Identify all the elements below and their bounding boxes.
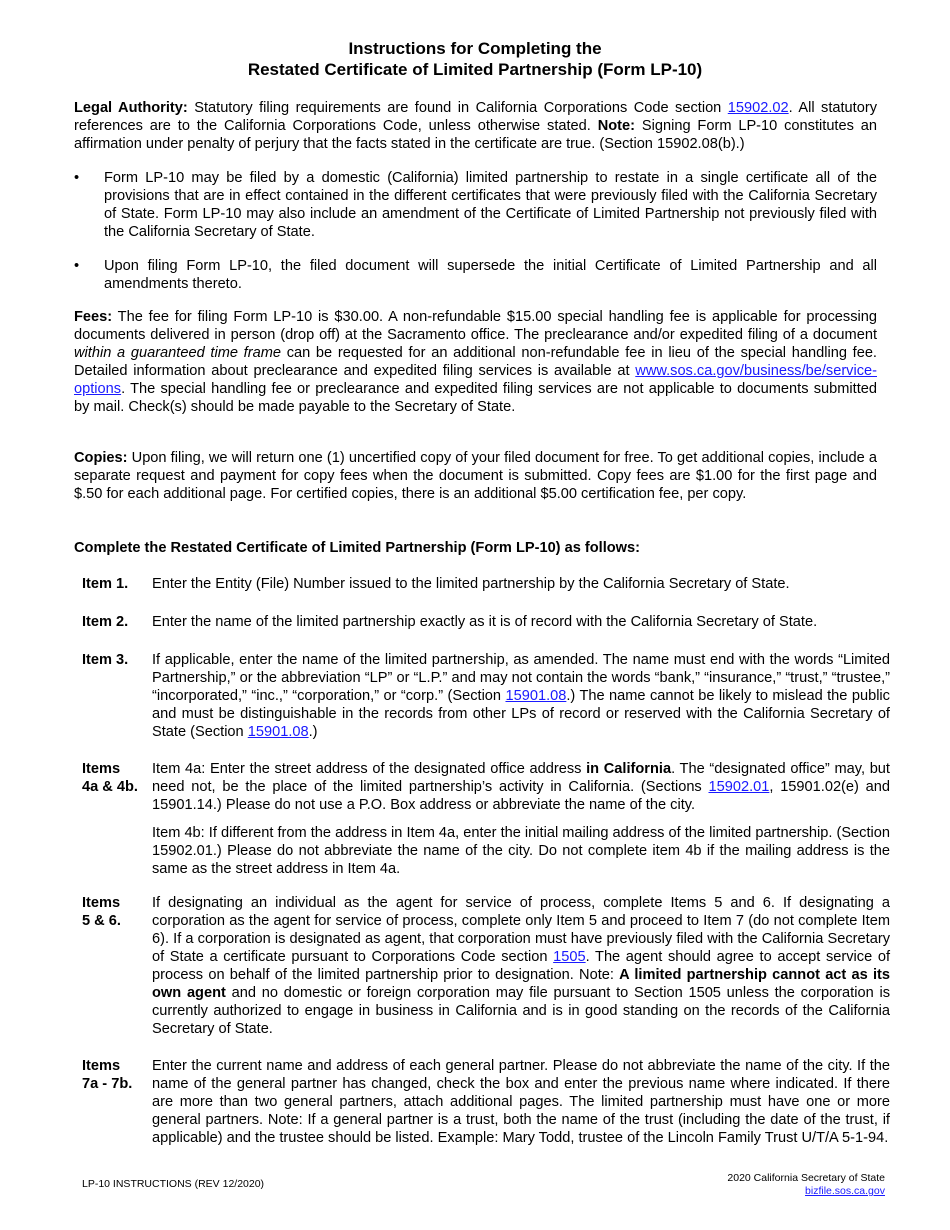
- note-label: Note:: [597, 118, 636, 134]
- copyright-line: 2020 California Secretary of State: [727, 1172, 885, 1184]
- fees-label: Fees:: [74, 309, 113, 325]
- bullet-item: Form LP-10 may be filed by a domestic (California) limited partnership to restate in a single certificate all of the provisions that are in effect contained in the different certificates that were previously filed with the California Secretary of State. Form LP-10 may also include an amendment of the Certificate of Limited Partnership not previously filed with the California Secretary of State.: [104, 170, 877, 240]
- items-5-label-line-2: 5 & 6.: [82, 913, 121, 929]
- item-1-text: Enter the Entity (File) Number issued to the limited partnership by the California Secretary of State.: [152, 576, 790, 592]
- legal-text-1: Statutory filing requirements are found in California Corporations Code section: [187, 100, 728, 116]
- items-7-label-line-2: 7a - 7b.: [82, 1076, 133, 1092]
- items-5-6-label: [82, 894, 152, 930]
- section-15902-02-link[interactable]: 15902.02: [727, 100, 789, 116]
- page-title: [0, 38, 950, 80]
- item-4a-text-3: , 15901.02(e) and 15901.14.) Please do not use a P.O. Box address or abbreviate the name of the city.: [152, 779, 891, 813]
- legal-text-3: Signing Form LP-10 constitutes an affirmation under penalty of perjury that the facts stated in the certificate are true. (Section 15902.08(b).): [74, 118, 877, 152]
- items-5-text-2: . The agent should agree to accept service of process on behalf of the limited partnership prior to designation. Note:: [152, 949, 891, 983]
- items-4a-4b-label: [82, 760, 152, 796]
- service-options-link[interactable]: www.sos.ca.gov/business/be/service-options: [74, 363, 877, 397]
- item-2-text: Enter the name of the limited partnership exactly as it is of record with the California Secretary of State.: [152, 614, 818, 630]
- items-7a-7b-text: Enter the current name and address of each general partner. Please do not abbreviate the name of the city. If the name of the general partner has changed, check the box and enter the previous name where indicated. If there are more than two general partners, attach additional pages. The limited partnership must have one or more general partners. Note: If a general partner is a trust, both the name of the trust (including the date of the trust, if applicable) and the trustee should be listed. Example: Mary Todd, trustee of the Lincoln Family Trust U/T/A 5-1-94.: [152, 1058, 890, 1146]
- fees-italic: within a guaranteed time frame: [74, 345, 281, 361]
- fees-paragraph: [74, 308, 877, 416]
- title-line-1: Instructions for Completing the: [348, 39, 602, 58]
- items-7a-7b-label: [82, 1057, 152, 1093]
- copies-paragraph: [74, 449, 877, 503]
- section-15902-01-link[interactable]: 15902.01: [708, 779, 770, 795]
- section-1505-link[interactable]: 1505: [553, 949, 586, 965]
- fees-text-1: The fee for filing Form LP-10 is $30.00. A non-refundable $15.00 special handling fee is applicable for processing documents delivered in person (drop off) at the Sacramento office. The preclearance and/or expedited filing of a document: [74, 309, 877, 343]
- items-5-bold: A limited partnership cannot act as its own agent: [152, 967, 890, 1001]
- bizfile-link[interactable]: bizfile.sos.ca.gov: [805, 1185, 885, 1197]
- item-4a-text: [152, 760, 890, 814]
- items-4-label-line-2: 4a & 4b.: [82, 779, 138, 795]
- title-line-2: Restated Certificate of Limited Partnership (Form LP-10): [247, 60, 703, 79]
- footer-right: [727, 1172, 885, 1198]
- bullet-item: Upon filing Form LP-10, the filed document will supersede the initial Certificate of Limited Partnership and all amendments thereto.: [104, 258, 877, 292]
- items-7-label-line-1: Items: [82, 1058, 121, 1074]
- item-3-label: Item 3.: [82, 652, 129, 668]
- items-5-text-3: and no domestic or foreign corporation may file pursuant to Section 1505 unless the corporation is currently authorized to engage in business in California and is in good standing on the records of the California Secretary of State.: [152, 985, 890, 1037]
- items-4-label-line-1: Items: [82, 761, 121, 777]
- item-4a-text-1: Item 4a: Enter the street address of the designated office address: [152, 761, 587, 777]
- bullet-icon: •: [74, 258, 80, 274]
- form-revision-footer: LP-10 INSTRUCTIONS (REV 12/2020): [82, 1178, 265, 1190]
- section-15901-08-link[interactable]: 15901.08: [247, 724, 309, 740]
- section-15901-08-link[interactable]: 15901.08: [505, 688, 567, 704]
- legal-authority-paragraph: [74, 99, 877, 153]
- item-4a-text-2: . The “designated office” may, but need not, be the place of the limited partnership’s activity in California. (Sections: [152, 761, 890, 795]
- fees-text-3: . The special handling fee or preclearance and expedited filing services are not applicable to documents submitted by mail. Check(s) should be made payable to the Secretary of State.: [74, 381, 877, 415]
- item-3-text-1: If applicable, enter the name of the limited partnership, as amended. The name must end with the words “Limited Partnership,” or the abbreviation “LP” or “L.P.” and may not contain the words “bank,” “insurance,” “trust,” “trustee,” “incorporated,” “inc.,” “corporation,” or “corp.” (Section: [152, 652, 890, 704]
- item-3-text-3: .): [308, 724, 318, 740]
- copies-text: Upon filing, we will return one (1) uncertified copy of your filed document for free. To get additional copies, include a separate request and payment for copy fees when the document is submitted. Copy fees are $1.00 for the first page and $.50 for each additional page. For certified copies, there is an additional $5.00 certification fee, per copy.: [74, 450, 877, 502]
- copies-label: Copies:: [74, 450, 128, 466]
- item-2-label: Item 2.: [82, 614, 129, 630]
- complete-heading: Complete the Restated Certificate of Limited Partnership (Form LP-10) as follows:: [74, 540, 641, 556]
- item-1-label: Item 1.: [82, 576, 129, 592]
- legal-text-2: . All statutory references are to the California Corporations Code, unless otherwise stated.: [74, 100, 878, 134]
- legal-authority-label: Legal Authority:: [74, 100, 188, 116]
- items-5-text-1: If designating an individual as the agent for service of process, complete Items 5 and 6. If designating a corporation as the agent for service of process, complete only Item 5 and proceed to Item 7 (do not complete Item 6). If a corporation is designated as agent, that corporation must have previously filed with the California Secretary of State a certificate pursuant to Corporations Code section: [152, 895, 890, 965]
- items-5-label-line-1: Items: [82, 895, 121, 911]
- items-5-6-text: [152, 894, 890, 1038]
- fees-text-2: can be requested for an additional non-refundable fee in lieu of the special handling fee. Detailed information about preclearance and expedited filing services is available at: [74, 345, 877, 379]
- item-3-text-2: .) The name cannot be likely to mislead the public and must be distinguishable in the records from other LPs of record or reserved with the California Secretary of State (Section: [152, 688, 890, 740]
- item-4b-text: Item 4b: If different from the address in Item 4a, enter the initial mailing address of the limited partnership. (Section 15902.01.) Please do not abbreviate the name of the city. Do not complete item 4b if the mailing address is the same as the street address in Item 4a.: [152, 825, 890, 877]
- item-3-text: [152, 651, 890, 741]
- bullet-icon: •: [74, 170, 80, 186]
- item-4a-bold: in California: [586, 761, 672, 777]
